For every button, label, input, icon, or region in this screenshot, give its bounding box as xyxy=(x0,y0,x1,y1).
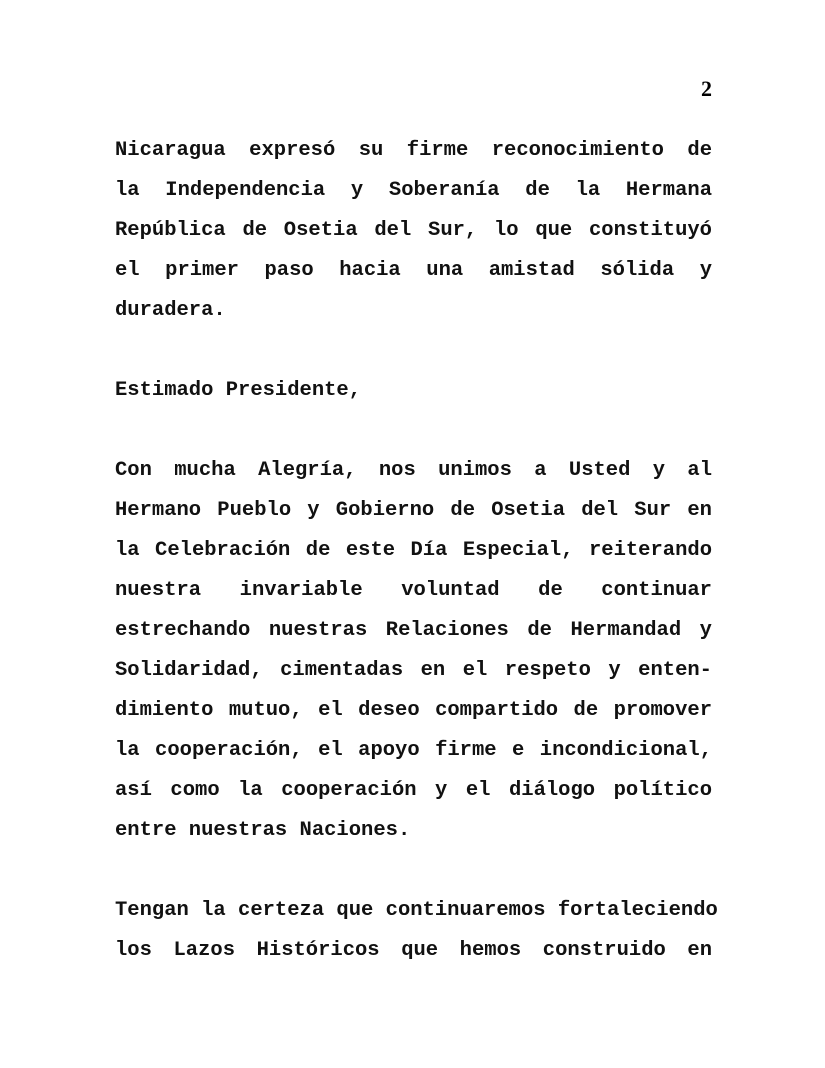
text-line: República de Osetia del Sur, lo que constituyó xyxy=(115,219,712,242)
paragraph-spacer xyxy=(115,851,712,891)
text-line: el primer paso hacia una amistad sólida y xyxy=(115,259,712,282)
text-line: la Celebración de este Día Especial, reiterando xyxy=(115,539,712,562)
text-line: así como la cooperación y el diálogo político xyxy=(115,779,712,802)
text-line: Hermano Pueblo y Gobierno de Osetia del Sur en xyxy=(115,499,712,522)
paragraph-spacer xyxy=(115,331,712,371)
text-line: los Lazos Históricos que hemos construido en xyxy=(115,939,712,962)
text-line: Con mucha Alegría, nos unimos a Usted y al xyxy=(115,459,712,482)
text-line: entre nuestras Naciones. xyxy=(115,819,411,842)
text-line: duradera. xyxy=(115,299,226,322)
page-number: 2 xyxy=(701,76,712,101)
text-line: nuestra invariable voluntad de continuar xyxy=(115,579,712,602)
letter-body xyxy=(115,131,718,971)
text-line: Estimado Presidente, xyxy=(115,379,362,402)
text-line: Solidaridad, cimentadas en el respeto y enten- xyxy=(115,659,712,682)
text-line: dimiento mutuo, el deseo compartido de promover xyxy=(115,699,712,722)
salutation xyxy=(115,371,712,411)
text-line: la Independencia y Soberanía de la Hermana xyxy=(115,179,712,202)
text-line: la cooperación, el apoyo firme e incondicional, xyxy=(115,739,712,762)
text-line: Tengan la certeza que continuaremos fortaleciendo xyxy=(115,899,718,922)
paragraph-recognition xyxy=(115,131,712,331)
text-line: estrechando nuestras Relaciones de Hermandad y xyxy=(115,619,712,642)
paragraph-spacer xyxy=(115,411,712,451)
paragraph-celebration xyxy=(115,451,712,851)
text-line: Nicaragua expresó su firme reconocimiento de xyxy=(115,139,712,162)
paragraph-historic-ties xyxy=(115,891,718,971)
